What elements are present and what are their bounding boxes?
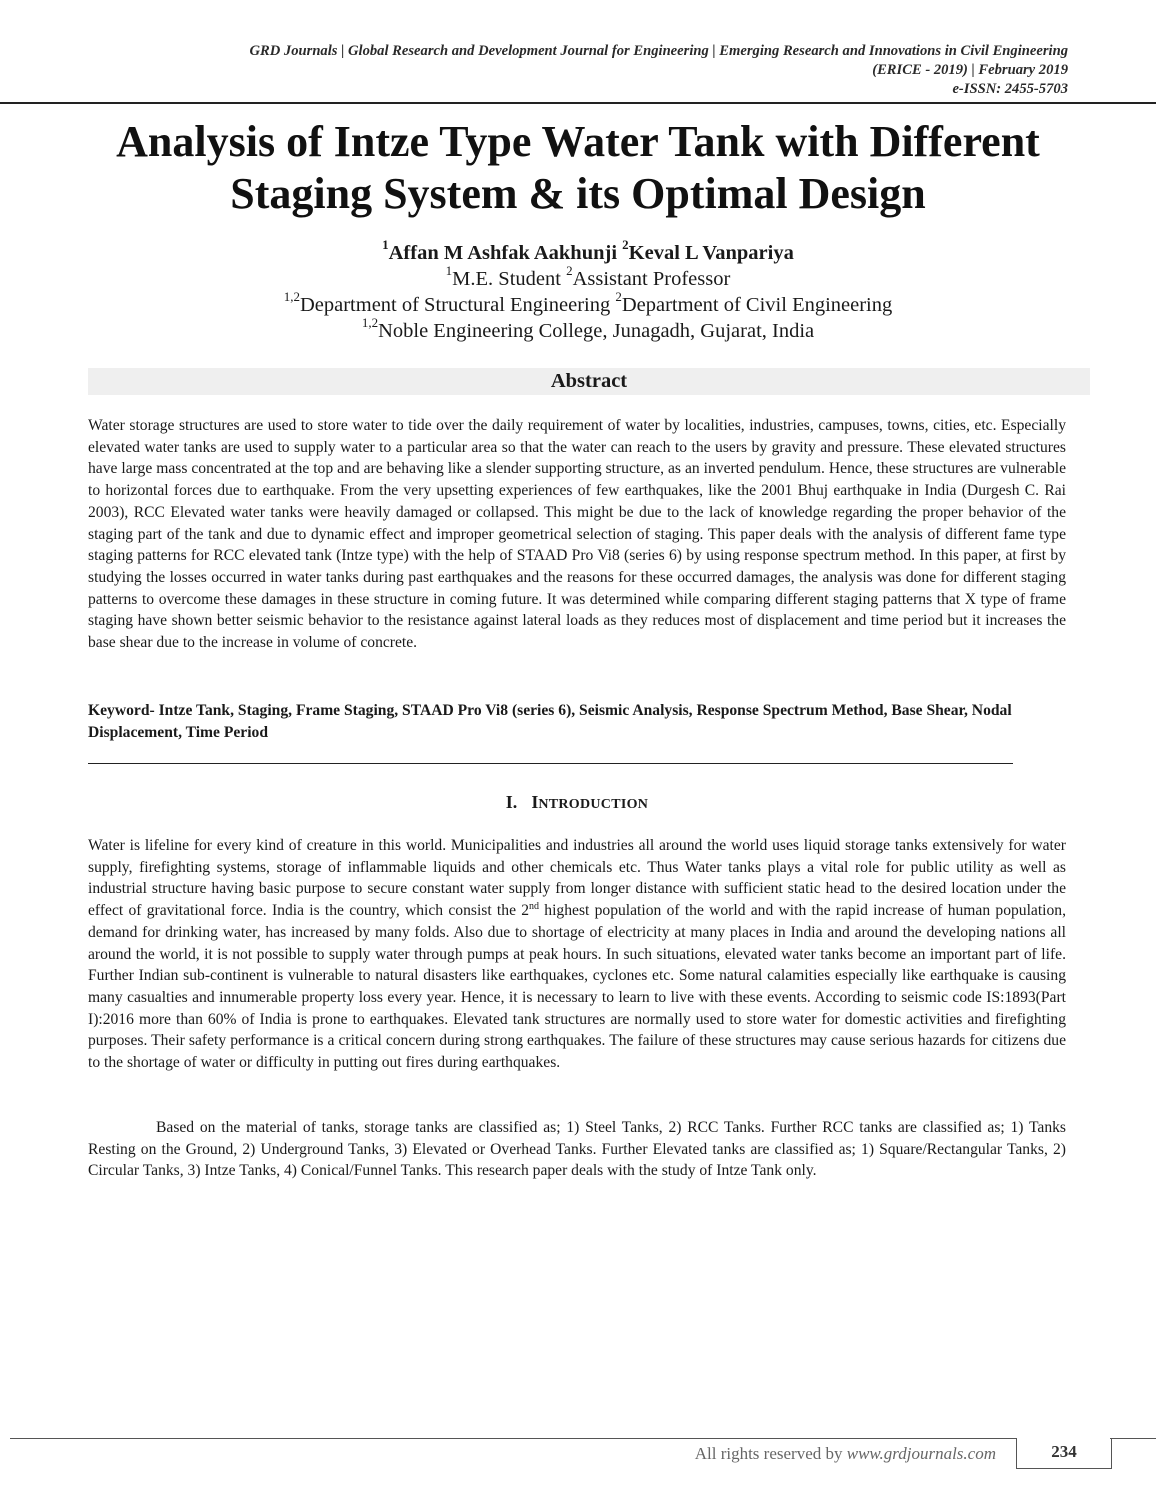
intro-paragraph-2: Based on the material of tanks, storage tanks are classified as; 1) Steel Tanks, 2) RCC Tanks. Further RCC tanks are classified as; 1) Tanks Resting on the Ground, 2) Underground Tanks, 3) Elevated or Overhead Tanks. Further Elevated tanks are classified as; 1) Square/Rectangular Tanks, 2) Circular Tanks, 3) Intze Tanks, 4) Conical/Funnel Tanks. This research paper deals with the study of Intze Tank only. [88,1119,1066,1180]
author-dept-1: Department of Structural Engineering [299,294,616,316]
header-line-2: (ERICE - 2019) | February 2019 [872,62,1068,78]
journal-header [68,42,1068,99]
footer-rights [695,1443,996,1465]
intro-para-1-part-a: Water is lifeline for every kind of creature in this world. Municipalities and industries all around the world uses liquid storage tanks extensively for water supply, firefighting systems, storage of inflammable liquids and other chemicals etc. Thus Water tanks plays a vital role for public utility as well as industrial structure having basic purpose to secure constant water supply from longer distance with sufficient static head to the desired location under the effect of gravitational force. India is the country, which consist the 2 [88,837,1066,920]
footer-rule-right [1110,1438,1156,1439]
header-line-1: GRD Journals | Global Research and Development Journal for Engineering | Emerging Research and Innovations in Civil Engineering [249,43,1068,59]
author-dept-2: Department of Civil Engineering [621,294,893,316]
intro-para-1-part-b: highest population of the world and with the rapid increase of human population, demand for drinking water, has increased by many folds. Also due to shortage of electricity at many places in India and around the developing nations all around the world, it is not possible to supply water through pumps at peak hours. In such situations, elevated water tanks become an important part of life. Further Indian sub-continent is vulnerable to natural disasters like earthquakes, cyclones etc. Some natural calamities especially like earthquake is causing many casualties and innumerable property loss every year. Hence, it is necessary to learn to live with these events. According to seismic code IS:1893(Part I):2016 more than 60% of India is prone to earthquakes. Elevated tank structures are normally used to store water for domestic activities and firefighting purposes. Their safety performance is a critical concern during strong earthquakes. The failure of these structures may cause serious hazards for citizens due to the shortage of water or difficulty in putting out fires during earthquakes. [88,902,1066,1072]
author-name-1: Affan M Ashfak Aakhunji [388,242,623,264]
intro-para-1-sup: nd [529,900,540,912]
keywords: Keyword- Intze Tank, Staging, Frame Staging, STAAD Pro Vi8 (series 6), Seismic Analysis, Response Spectrum Method, Base Shear, Nodal Displacement, Time Period [88,702,1012,741]
author-roles [40,263,1136,292]
inst-sup: 1,2 [361,315,379,331]
page-number: 234 [1016,1438,1112,1469]
author-block [40,237,1136,344]
footer-rights-text: All rights reserved by [694,1444,847,1463]
header-rule [0,102,1156,104]
footer-site-link[interactable]: www.grdjournals.com [846,1444,996,1463]
author-institution [40,315,1136,344]
title-line-2: Staging System & its Optimal Design [230,169,926,218]
section-title-rest: NTRODUCTION [538,797,649,812]
author-names [40,237,1136,266]
abstract-separator [88,763,1013,764]
author-role-1: M.E. Student [452,268,567,290]
role-sup-1: 1 [445,263,453,279]
title-line-1: Analysis of Intze Type Water Tank with Different [116,117,1040,166]
author-name-2: Keval L Vanpariya [628,242,794,264]
intro-paragraph-1 [88,835,1066,1074]
author-departments [40,289,1136,318]
author-role-2: Assistant Professor [572,268,731,290]
author-sup-1: 1 [382,237,389,253]
abstract-heading: Abstract [88,368,1090,395]
author-sup-2: 2 [622,237,629,253]
dept-sup-1: 1,2 [283,289,300,305]
header-line-3: e-ISSN: 2455-5703 [952,81,1068,97]
section-heading-introduction [88,790,1066,817]
abstract-text: Water storage structures are used to store water to tide over the daily requirement of water by localities, industries, campuses, towns, cities, etc. Especially elevated water tanks are used to supply water to a particular area so that the water can reach to the users by gravity and pressure. These elevated structures have large mass concentrated at the top and are behaving like a slender supporting structure, as an inverted pendulum. Hence, these structures are vulnerable to horizontal forces due to earthquake. From the very upsetting experiences of few earthquakes, like the 2001 Bhuj earthquake in India (Durgesh C. Rai 2003), RCC Elevated water tanks were heavily damaged or collapsed. This might be due to the lack of knowledge regarding the proper behavior of the staging part of the tank and due to dynamic effect and improper geometrical selection of staging. This paper deals with the analysis of different fame type staging patterns for RCC elevated tank (Intze type) with the help of STAAD Pro Vi8 (series 6) by using response spectrum method. In this paper, at first by studying the losses occurred in water tanks during past earthquakes and the reasons for these occurred damages, the analysis was done for different staging patterns to overcome these damages in these structure in coming future. It was determined while comparing different staging patterns that X type of frame staging have shown better seismic behavior to the resistance against lateral loads as they reduces most of displacement and time period but it increases the base shear due to the increase in volume of concrete. [88,417,1066,652]
section-number: I. [505,792,518,812]
paper-title [40,116,1116,220]
section-title-initial: I [531,792,539,812]
institution-name: Noble Engineering College, Junagadh, Gujarat, India [378,320,815,342]
footer-rule [10,1438,1016,1439]
dept-sup-2: 2 [615,289,622,305]
role-sup-2: 2 [566,263,573,279]
